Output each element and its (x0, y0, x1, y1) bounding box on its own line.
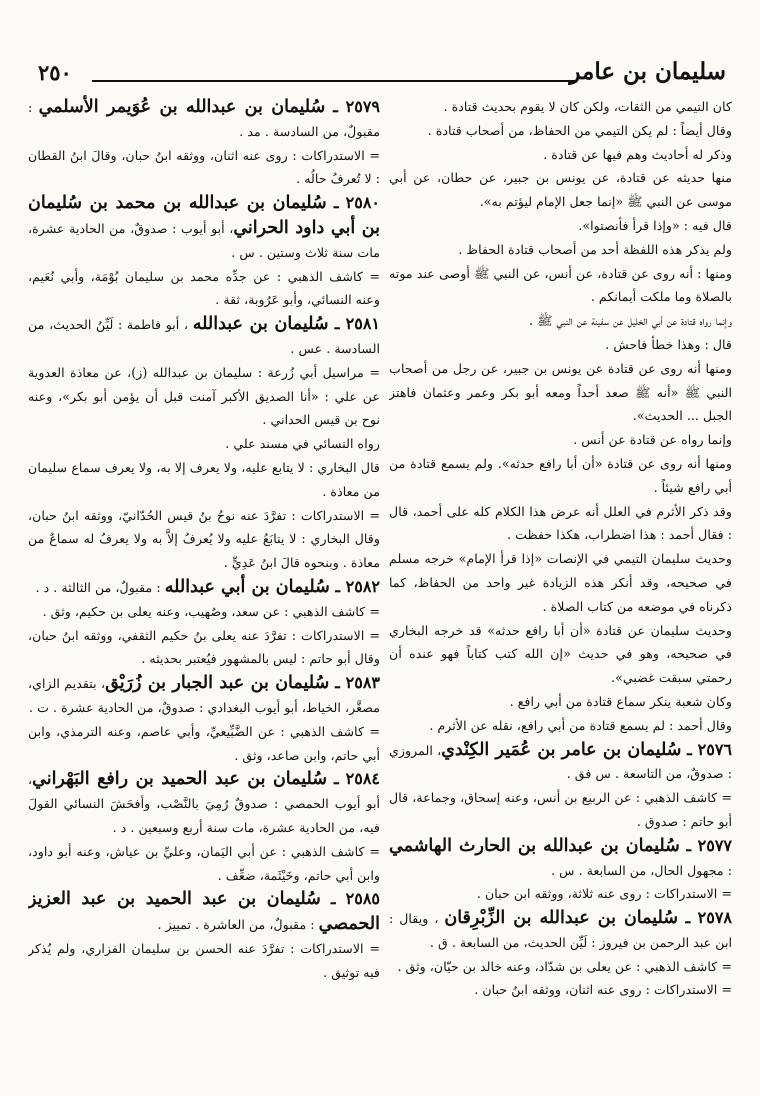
text-paragraph: = الاستدراكات : تفرَّدَ عنه نوحُ بنُ قيس الحُدّانيّ، ووثقه ابنُ حبان، وقال البخاري : لا يتابَعُ عليه ولا يُعرفُ إلاَّ به ولا يعرفُ له سماعٌ من معاذة . وبنحوه قالَ ابنُ عَدِيٍّ . (28, 507, 380, 571)
text-paragraph: = الاستدراكات : روى عنه اثنان، ووثقه ابنُ حبان . (474, 982, 732, 998)
entry-description: : مقبولٌ، من العاشرة . تمييز . (157, 917, 319, 933)
text-paragraph: = كاشف الذهبي : عن الضَّبِّيعيِّ، وأبي عاصم، وعنه الترمذي، وابن أبي حاتم، وابن صاعد، وثق . (28, 723, 380, 763)
entry-description: ، أبو فاطمة : لَيِّنُ الحديث، من السادسة . عس . (28, 317, 380, 356)
entry-name: سُليمان بن عبد الحميد بن عبد العزيز الحمصي (28, 889, 380, 935)
text-paragraph: كان التيمي من الثقات، ولكن كان لا يقوم بحديث قتادة . (443, 99, 732, 114)
entry-description: : مقبولٌ، من الثالثة . د . (35, 579, 165, 595)
left-column (28, 95, 380, 1070)
text-paragraph: قال فيه : «وإذا قرأ فأنصتوا». (578, 217, 732, 233)
text-paragraph: ولم يذكر هذه اللفظة أحد من أصحاب قتادة الحفاظ . (458, 241, 732, 257)
text-paragraph: = كاشف الذهبي : عن الربيع بن أنس، وعنه إسحاق، وجماعة، قال أبو حاتم : صدوق . (389, 790, 732, 829)
entry-heading: ٢٥٨١ ـ سُليمان بن عبدالله (192, 314, 380, 335)
entry-paragraph (389, 906, 732, 955)
entry-heading: ٢٥٨٠ ـ سُليمان بن عبدالله بن محمد بن سُليمان بن أبي داود الحراني (28, 193, 380, 238)
entry-paragraph (28, 671, 380, 720)
entry-description: ، بتقديم الزاي، مصغَّر، الخياط، أبو أيوب البغدادي : صدوقٌ، من الحادية عشرة . ت . (28, 676, 380, 715)
text-paragraph: = الاستدراكات : روى عنه اثنان، ووثقه ابنُ حبان، وقالَ ابنُ القطان : لا تُعرفُ حالُه . (28, 147, 380, 187)
entry-name: سُليمان بن عبدالله بن الحارث الهاشمي (389, 835, 680, 856)
text-paragraph: = كاشف الذهبي : عن جدِّه محمد بن سليمان بُوْمَة، وأبي نُعَيم، وعنه النسائي، وأبو عَرُوبة، ثقة . (28, 268, 380, 308)
entry-number: ٢٥٨٠ (345, 193, 380, 213)
text-paragraph: قال البخاري : لا يتابع عليه، ولا يعرف إلا به، ولا يعرف سماع سليمان من معاذة . (28, 459, 380, 499)
entry-name: سُليمان بن عامر بن عُمَير الكِنْدي (441, 739, 682, 760)
entry-name: سُليمان بن عبد الحميد بن رافع البَهْراني (32, 769, 327, 790)
text-paragraph: وكان شعبة ينكر سماع قتادة من أبي رافع . (509, 693, 732, 709)
entry-heading: ٢٥٨٤ ـ سُليمان بن عبد الحميد بن رافع البَهْراني (32, 769, 380, 790)
entry-heading: ٢٥٧٧ ـ سُليمان بن عبدالله بن الحارث الهاشمي (389, 835, 732, 856)
entry-name: سُليمان بن عبدالله (192, 314, 329, 335)
text-paragraph: وحديث سليمان عن قتادة «أن أبا رافع حدثه» قد خرجه البخاري في صحيحه، وهو في حديث «إن الله كتب كتاباً فهو عنده أن رحمتي سبقت غضبي». (389, 622, 732, 686)
entry-description: ، أبو أيوب الحمصي : صدوقٌ رُمِيَ بالنَّصْب، وأفحَشَ النسائي القولَ فيه، من الحادية عشرة، مات سنة أربع وسبعين . د . (28, 772, 380, 835)
text-paragraph: = كاشف الذهبي : عن يعلى بن شدّاد، وعنه خالد بن حيّان، وثق . (397, 958, 732, 974)
entry-name: سُليمان بن أبي عبدالله (164, 576, 330, 597)
text-paragraph: وحديث سليمان التيمي في الإنصات «إذا قرأ الإمام» خرجه مسلم في صحيحه، وقد أنكر هذه الزيادة غير واحد من الحفاظ، كما ذكرناه في موضعه من كتاب الصلاة . (389, 551, 732, 614)
text-paragraph: = كاشف الذهبي : عن سعد، وصُهيب، وعنه يعلى بن حكيم، وثق . (42, 603, 380, 619)
entry-description: ، المروزي : صدوقٌ، من التاسعة . س فق . (389, 742, 732, 782)
entry-name: سُليمان بن عبدالله بن محمد بن سُليمان بن أبي داود الحراني (28, 193, 380, 238)
text-paragraph: ومنها : أنه روى عن قتادة، عن أنس، عن النبي ﷺ أوصى عند موته بالصلاة وما ملكت أيمانكم . (389, 265, 732, 305)
entry-paragraph (389, 834, 732, 883)
entry-paragraph (28, 767, 380, 839)
entry-description: ، أبو أيوب : صدوقٌ، من الحادية عشرة، مات سنة ثلاث وستين . س . (28, 220, 380, 260)
text-paragraph: = الاستدراكات : روى عنه ثلاثة، ووثقه ابن حبان . (476, 886, 732, 902)
entry-paragraph (28, 95, 380, 144)
entry-number: ٢٥٧٧ (697, 835, 732, 855)
text-paragraph: قال : وهذا خطأ فاحش . (605, 336, 732, 352)
entry-heading: ٢٥٨٣ ـ سُليمان بن عبد الجبار بن زُرَيْق (105, 673, 380, 694)
text-paragraph: ومنها أنه روى عن قتادة عن يونس بن جبير، عن رجل من أصحاب النبي ﷺ «أنه ﷺ صعد أحداً ومعه أبو بكر وعمر وعثمان فاهتز الجبل ... الحديث». (389, 360, 732, 424)
text-paragraph: وإنما رواه قتادة عن أبي الخليل عن سفينة عن النبي ﷺ . (529, 313, 732, 329)
entry-heading: ٢٥٨٢ ـ سُليمان بن أبي عبدالله (164, 576, 380, 597)
text-paragraph: رواه النسائي في مسند علي . (225, 436, 380, 452)
page-number: ٢٥٠ (38, 60, 72, 85)
page-header (30, 58, 726, 88)
header-rule (92, 80, 576, 82)
entry-description: : مقبولٌ، من السادسة . مد . (28, 100, 380, 139)
entry-heading: ٢٥٨٥ ـ سُليمان بن عبد الحميد بن عبد العزيز الحمصي (28, 889, 380, 935)
text-paragraph: = مراسيل أبي زُرعة : سليمان بن عبدالله (ز)، عن معاذة العدوية عن علي : «أنا الصديق الأكبر آمنت قبل أن يؤمن أبو بكر»، وعنه نوح بن قيس الحداني . (28, 364, 380, 428)
entry-number: ٢٥٧٨ (697, 908, 732, 928)
text-paragraph: وذكر له أحاديث وهم فيها عن قتادة . (543, 146, 732, 162)
entry-paragraph (28, 312, 380, 361)
text-paragraph: = الاستدراكات : تفرَّدَ عنه الحسن بن سليمان الفزاري، ولم يُذكر فيه توثيق . (28, 940, 380, 980)
right-column (389, 95, 732, 1070)
entry-description: ، ويقال : ابن عبد الرحمن بن فيروز : لَيِّن الحديث، من السابعة . ق . (389, 911, 732, 950)
entry-heading: ٢٥٧٨ ـ سُليمان بن عبدالله بن الزِّبْرِقان (444, 908, 732, 929)
text-paragraph: وقد ذكر الأثرم في العلل أنه عرض هذا الكلام كله على أحمد، قال : فقال أحمد : هذا اضطراب، هكذا حفظت . (389, 503, 732, 543)
entry-heading: ٢٥٧٩ ـ سُليمان بن عبدالله بن عُوَيمر الأسلمي (38, 97, 380, 117)
text-paragraph: وقال أحمد : لم يسمع قتادة من أبي رافع، نقله عن الأثرم . (429, 717, 732, 733)
text-paragraph: وقال أيضاً : لم يكن التيمي من الحفاظ، من أصحاب قتادة . (427, 122, 732, 138)
entry-number: ٢٥٧٩ (345, 97, 380, 116)
entry-paragraph (28, 191, 380, 264)
entry-number: ٢٥٨٤ (345, 769, 380, 789)
text-paragraph: وإنما رواه عن قتادة عن أنس . (573, 432, 732, 448)
entry-number: ٢٥٨٢ (345, 576, 380, 596)
entry-number: ٢٥٧٦ (697, 739, 732, 759)
text-paragraph: منها حديثه عن قتادة، عن يونس بن جبير، عن حطان، عن أبي موسى عن النبي ﷺ «إنما جعل الإمام ليؤتم به». (389, 170, 732, 210)
entry-heading: ٢٥٧٦ ـ سُليمان بن عامر بن عُمَير الكِنْدي (441, 739, 732, 760)
text-paragraph: ومنها أنه روى عن قتادة «أن أبا رافع حدثه». ولم يسمع قتادة من أبي رافع شيئاً . (389, 455, 732, 495)
entry-number: ٢٥٨٥ (345, 889, 380, 909)
text-paragraph: = الاستدراكات : تفرَّدَ عنه يعلى بنُ حكيم الثقفي، ووثقه ابنُ حبان، وقال أبو حاتم : ليس بالمشهور فيُعتبر بحديثه . (28, 627, 380, 667)
entry-name: سُليمان بن عبد الجبار بن زُرَيْق (105, 673, 330, 694)
running-title: سليمان بن عامر (569, 58, 726, 85)
entry-number: ٢٥٨١ (345, 314, 380, 334)
entry-name: سُليمان بن عبدالله بن الزِّبْرِقان (444, 908, 678, 929)
entry-description: : مجهول الحال، من السابعة . س . (551, 862, 732, 878)
entry-paragraph (389, 738, 732, 787)
entry-paragraph (28, 575, 380, 600)
entry-paragraph (28, 887, 380, 937)
entry-name: سُليمان بن عبدالله بن عُوَيمر الأسلمي (38, 97, 326, 117)
entry-number: ٢٥٨٣ (345, 673, 380, 693)
text-paragraph: = كاشف الذهبي : عن أبي اليَمان، وعليِّ بن عياش، وعنه أبو داود، وابن أبي حاتم، وخَيْثَمة، ضعِّف . (28, 843, 380, 883)
